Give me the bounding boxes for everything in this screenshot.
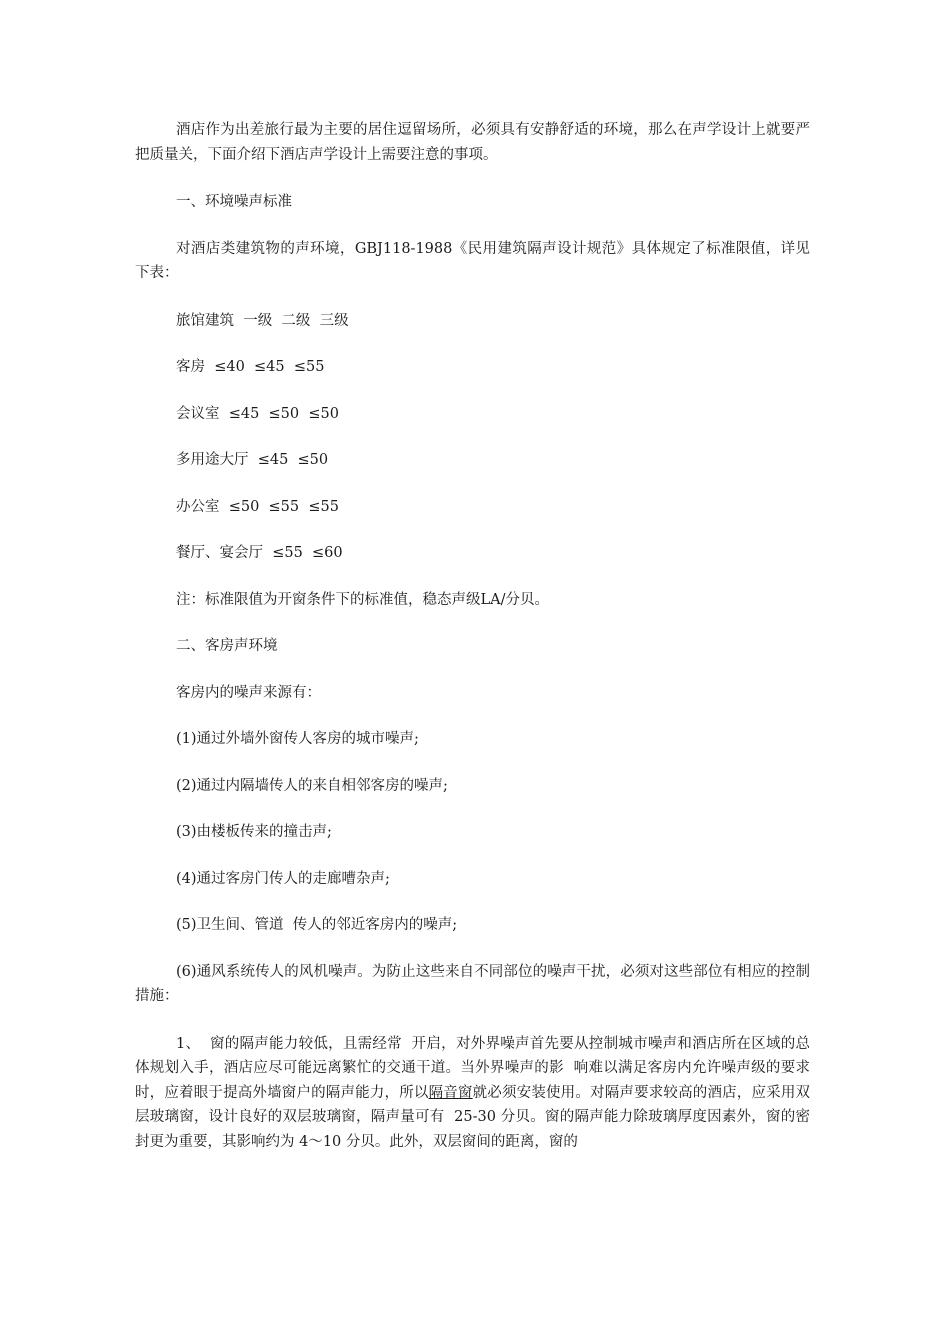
- table-note: 注：标准限值为开窗条件下的标准值，稳态声级LA/分贝。: [176, 591, 549, 608]
- section-heading-environment-noise: 一、环境噪声标准: [176, 194, 292, 210]
- table-row: 会议室 ≤45 ≤50 ≤50: [176, 405, 339, 422]
- document-body: [135, 118, 810, 1177]
- measure-paragraph: [135, 1032, 810, 1155]
- list-item: (4)通过客房门传人的走廊嘈杂声;: [176, 870, 390, 887]
- section-heading-room-acoustics: 二、客房声环境: [176, 638, 278, 654]
- list-item: (6)通风系统传人的风机噪声。为防止这些来自不同部位的噪声干扰，必须对这些部位有相应的控制措施：: [135, 963, 810, 1004]
- table-row: 多用途大厅 ≤45 ≤50: [176, 452, 329, 468]
- intro-paragraph: 酒店作为出差旅行最为主要的居住逗留场所，必须具有安静舒适的环境，那么在声学设计上就要严把质量关，下面介绍下酒店声学设计上需要注意的事项。: [135, 122, 810, 163]
- standard-paragraph: 对酒店类建筑物的声环境，GBJ118-1988《民用建筑隔声设计规范》具体规定了标准限值，详见下表：: [135, 240, 810, 281]
- soundproof-window-link[interactable]: 隔音窗: [428, 1084, 473, 1101]
- noise-sources-intro: 客房内的噪声来源有：: [176, 684, 321, 701]
- measure-text-part2: 就必须安装使用。对隔声要求较高的酒店，应采用双层玻璃窗，设计良好的双层玻璃窗，隔声量可有 25-30 分贝。窗的隔声能力除玻璃厚度因素外，窗的密封更为重要，其影响约为 4～10 分贝。此外，双层窗间的距离，窗的: [135, 1084, 811, 1150]
- list-item: (3)由楼板传来的撞击声;: [176, 824, 332, 840]
- list-item: (2)通过内隔墙传人的来自相邻客房的噪声;: [176, 777, 448, 794]
- table-row: 办公室 ≤50 ≤55 ≤55: [176, 498, 339, 515]
- measure-text-part1: 1、 窗的隔声能力较低，且需经常 开启，对外界噪声首先要从控制城市噪声和酒店所在区域的总体规划入手，酒店应尽可能远离繁忙的交通干道。当外界噪声的影 响难以满足客房内允许噪声级的要求时，应着眼于提高外墙窗户的隔声能力，所以: [135, 1035, 810, 1101]
- list-item: (5)卫生间、管道 传人的邻近客房内的噪声;: [176, 917, 458, 933]
- table-row: 客房 ≤40 ≤45 ≤55: [176, 359, 325, 375]
- list-item: (1)通过外墙外窗传人客房的城市噪声;: [176, 731, 419, 747]
- table-row: 旅馆建筑 一级 二级 三级: [176, 312, 349, 329]
- table-row: 餐厅、宴会厅 ≤55 ≤60: [176, 545, 343, 561]
